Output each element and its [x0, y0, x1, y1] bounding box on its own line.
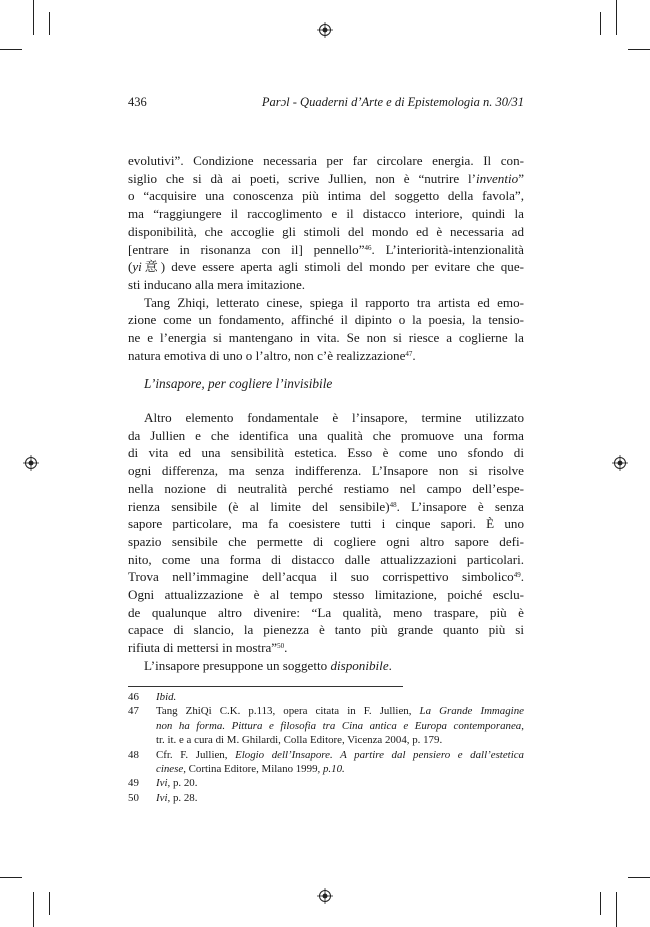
text-line: o “acquisire una conoscenza più intima del soggetto della favola”,: [128, 188, 524, 204]
crop-mark: [49, 892, 50, 915]
crop-mark: [616, 892, 617, 927]
text-line: L’insapore presuppone un soggetto disponibile.: [144, 657, 392, 673]
footnote-ref: 49: [513, 571, 521, 580]
crop-mark: [33, 892, 34, 927]
text-line: Trova nell’immagine dell’acqua il suo corrispettivo simbolico$^{49}$.: [128, 569, 524, 585]
crop-mark: [0, 49, 22, 50]
footnote: 49 Ivi, p. 20.: [128, 777, 198, 790]
footnote: 47 Tang ZhiQi C.K. p.113, opera citata in F. Jullien, La Grande Immagine non ha forma. Pittura e filosofia tra Cina antica e Europa contemporanea, tr. it. e a cura di M. Ghilardi, Colla Editore, Vicenza 2004, p. 179.: [128, 705, 524, 747]
body-text-top: [128, 152, 524, 364]
crop-mark: [616, 0, 617, 35]
body-text-bottom: [128, 409, 524, 675]
text-line: natura emotiva di uno o l’altro, non c’è realizzazione$^{47}$.: [128, 347, 416, 363]
footnote-ref: 47: [405, 349, 413, 358]
footnote-number: 46: [128, 691, 139, 703]
footnote: 46 Ibid.: [128, 691, 177, 703]
crop-mark: [628, 877, 650, 878]
text-line: de qualunque altro divenire: “La qualità, meno traspare, più è: [128, 604, 524, 620]
text-line: ma “raggiungere il raccoglimento e il distacco interiore, quindi la: [128, 206, 524, 222]
text-line: Altro elemento fondamentale è l’insapore, termine utilizzato: [144, 410, 524, 425]
registration-mark-icon: [317, 888, 333, 904]
registration-mark-icon: [612, 455, 628, 471]
text-line: capace di slancio, la pienezza è tanto più grande quanto più si: [128, 622, 524, 638]
text-line: (yi意) deve essere aperta agli stimoli del mondo per evitare che que-: [128, 259, 524, 275]
text-line: siglio che si dà ai poeti, scrive Jullien, non è “nutrire l’inventio”: [128, 170, 524, 186]
registration-mark-icon: [317, 22, 333, 38]
crop-mark: [600, 12, 601, 35]
text-line: nito, come una forma di distacco dalle attualizzazioni particolari.: [128, 551, 524, 567]
text-line: ogni differenza, ma senza indifferenza. L’Insapore non si risolve: [128, 463, 524, 479]
text-line: rifiuta di mettersi in mostra”$^{50}$.: [128, 640, 288, 656]
footnote-ref: 50: [277, 642, 285, 651]
footnote-number: 47: [128, 705, 139, 718]
text-line: sti inducano alla mera imitazione.: [128, 276, 306, 292]
text-line: [entrare in risonanza con il] pennello”$^{46}$. L’interiorità-intenzionalità: [128, 241, 524, 257]
text-line: di vita ed una sensibilità estetica. Esso è come uno sfondo di: [128, 445, 524, 461]
text-line: da Jullien e che identifica una qualità che promuove una forma: [128, 427, 524, 443]
text-line: disponibilità, che accoglie gli stimoli del mondo ed è necessaria ad: [128, 223, 524, 239]
footnotes: [128, 690, 524, 805]
registration-mark-icon: [23, 455, 39, 471]
footnote-ref: 48: [389, 500, 397, 509]
journal-title: Parɔl - Quaderni d’Arte e di Epistemologia n. 30/31: [261, 95, 524, 109]
section-heading: L’insapore, per cogliere l’invisibile: [144, 376, 333, 391]
footnote-number: 50: [128, 791, 139, 804]
footnote: 50 Ivi, p. 28.: [128, 791, 198, 804]
crop-mark: [49, 12, 50, 35]
text-line: evolutivi”. Condizione necessaria per far circolare energia. Il con-: [128, 153, 524, 168]
text-line: ne e l’energia si mantengano in vita. Se non si riesce a coglierne la: [128, 330, 524, 346]
text-line: spazio sensibile che permette di cogliere ogni altro sapore defi-: [128, 533, 524, 549]
footnote-divider: [128, 686, 403, 687]
text-line: sapore particolare, ma fa coesistere tutti i cinque sapori. È uno: [128, 516, 524, 532]
text-line: Tang Zhiqi, letterato cinese, spiega il rapporto tra artista ed emo-: [144, 294, 524, 310]
footnote-number: 49: [128, 777, 139, 790]
running-header: [128, 95, 524, 111]
crop-mark: [33, 0, 34, 35]
text-line: rienza sensibile (è al limite del sensibile)$^{48}$. L’insapore è senza: [128, 498, 524, 514]
footnote-number: 48: [128, 748, 139, 761]
footnote: 48 Cfr. F. Jullien, Elogio dell’Insapore. A partire dal pensiero e dall’estetica cinese, Cortina Editore, Milano 1999, p.10.: [128, 748, 524, 776]
crop-mark: [600, 892, 601, 915]
text-line: Ogni attualizzazione è al tempo stesso limitazione, poiché esclu-: [128, 587, 524, 603]
footnote-ref: 46: [364, 243, 372, 252]
text-line: nella nozione di neutralità perché restiamo nel campo dell’espe-: [128, 480, 524, 496]
page-number: 436: [128, 95, 147, 109]
crop-mark: [0, 877, 22, 878]
crop-mark: [628, 49, 650, 50]
text-line: zione come un fondamento, affinché il dipinto o la poesia, la tensio-: [128, 312, 524, 328]
